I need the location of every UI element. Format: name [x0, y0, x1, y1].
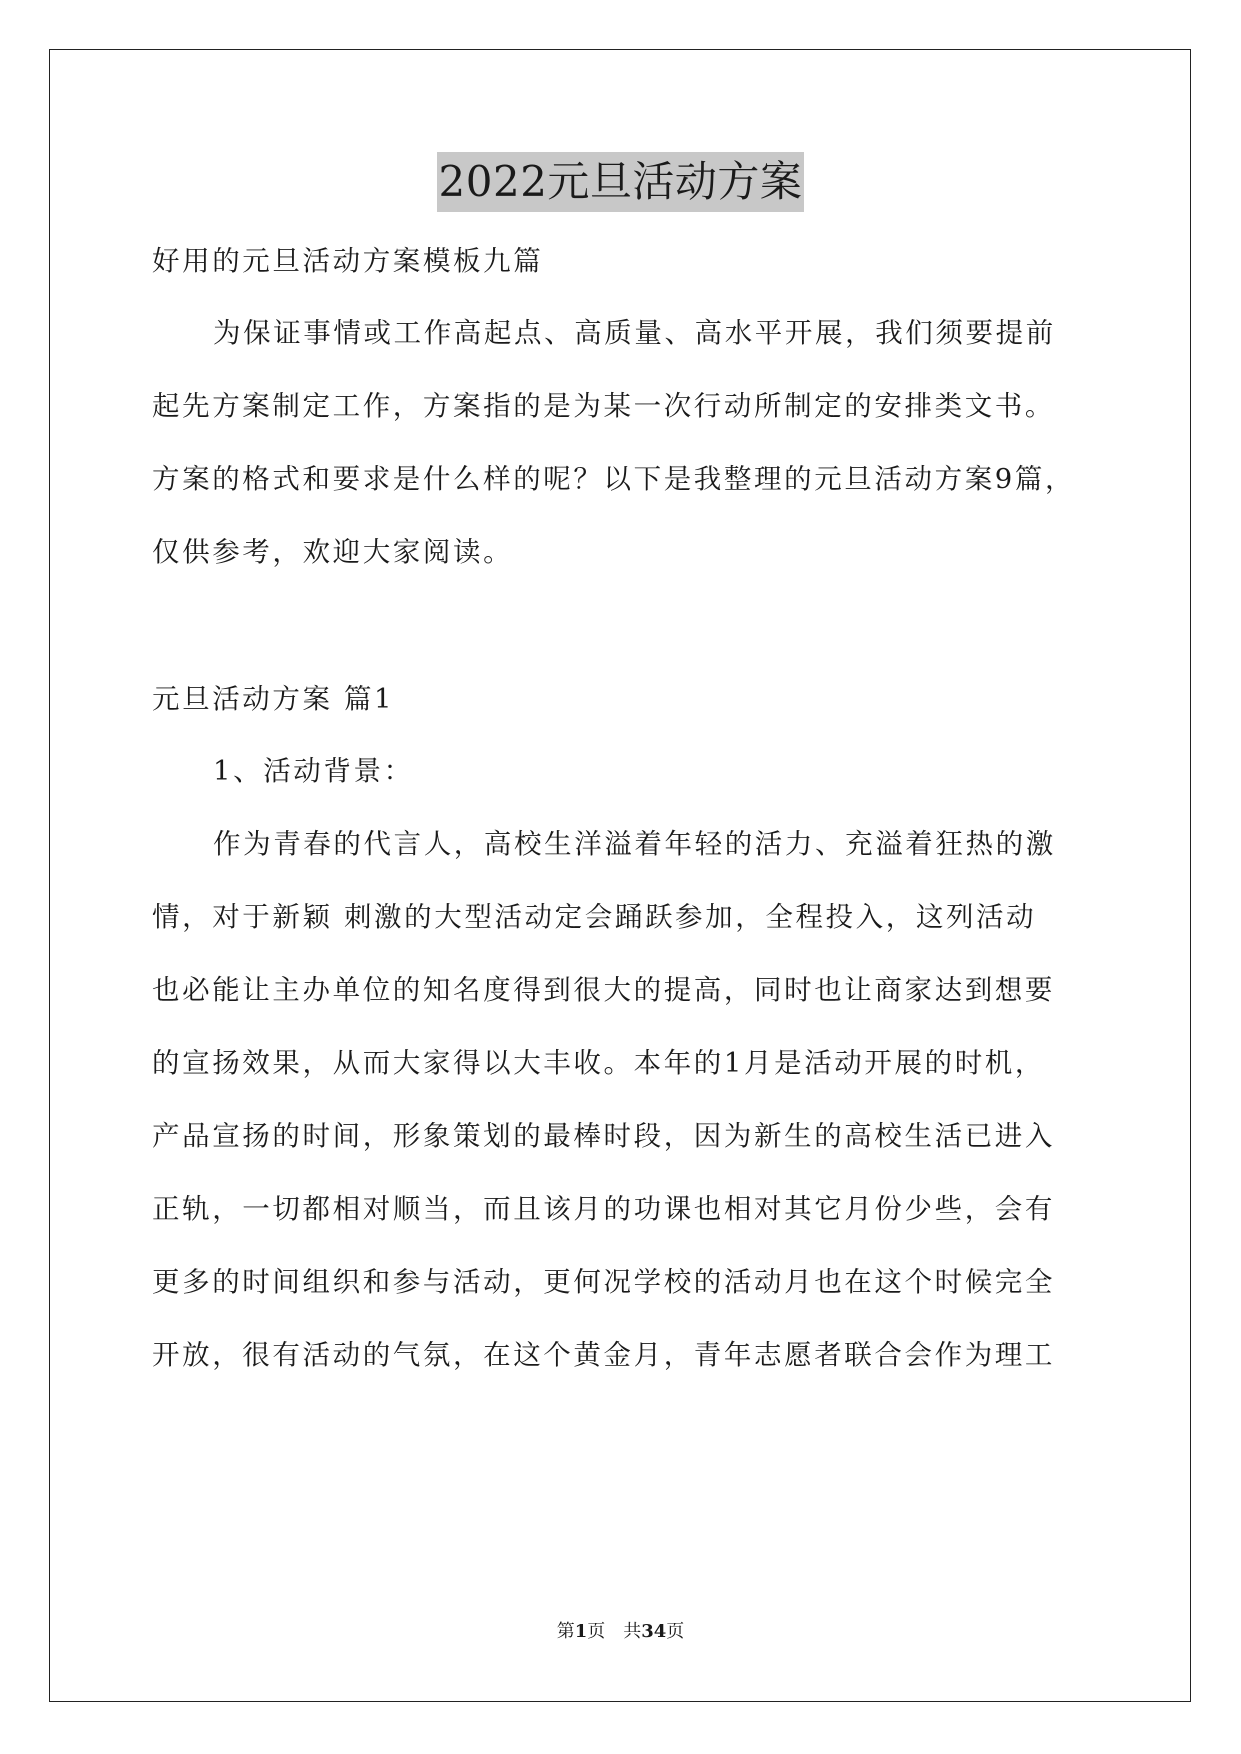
footer-total-suffix: 页 [666, 1621, 685, 1642]
item-heading: 1、活动背景： [213, 755, 414, 787]
document-title: 2022元旦活动方案 [437, 152, 805, 212]
body-line-5: 产品宣扬的时间，形象策划的最棒时段，因为新生的高校生活已进入 [152, 1120, 1055, 1152]
body-line-2: 情，对于新颖 刺激的大型活动定会踊跃参加，全程投入，这列活动 [152, 901, 1037, 933]
intro-line-1: 为保证事情或工作高起点、高质量、高水平开展，我们须要提前 [213, 317, 1056, 349]
intro-line-4: 仅供参考，欢迎大家阅读。 [152, 536, 514, 568]
footer-page-prefix: 第 [556, 1621, 575, 1642]
body-line-8: 开放，很有活动的气氛，在这个黄金月，青年志愿者联合会作为理工 [152, 1339, 1055, 1371]
title-container [0, 152, 1241, 212]
footer-page-number: 1 [574, 1621, 588, 1642]
document-subtitle: 好用的元旦活动方案模板九篇 [152, 245, 544, 277]
footer-total-pages: 34 [641, 1621, 667, 1642]
body-line-3: 也必能让主办单位的知名度得到很大的提高，同时也让商家达到想要 [152, 974, 1055, 1006]
body-line-1: 作为青春的代言人，高校生洋溢着年轻的活力、充溢着狂热的激 [213, 828, 1056, 860]
intro-line-2: 起先方案制定工作，方案指的是为某一次行动所制定的安排类文书。 [152, 390, 1055, 422]
footer-total-prefix: 共 [623, 1621, 642, 1642]
footer-page-suffix: 页 [587, 1621, 606, 1642]
page-footer [0, 1620, 1241, 1644]
page-border [49, 49, 1191, 1702]
intro-line-3: 方案的格式和要求是什么样的呢？以下是我整理的元旦活动方案9篇， [152, 463, 1076, 495]
section-heading: 元旦活动方案 篇1 [152, 683, 395, 715]
body-line-7: 更多的时间组织和参与活动，更何况学校的活动月也在这个时候完全 [152, 1266, 1055, 1298]
body-line-4: 的宣扬效果，从而大家得以大丰收。本年的1月是活动开展的时机， [152, 1047, 1045, 1079]
body-line-6: 正轨，一切都相对顺当，而且该月的功课也相对其它月份少些，会有 [152, 1193, 1055, 1225]
